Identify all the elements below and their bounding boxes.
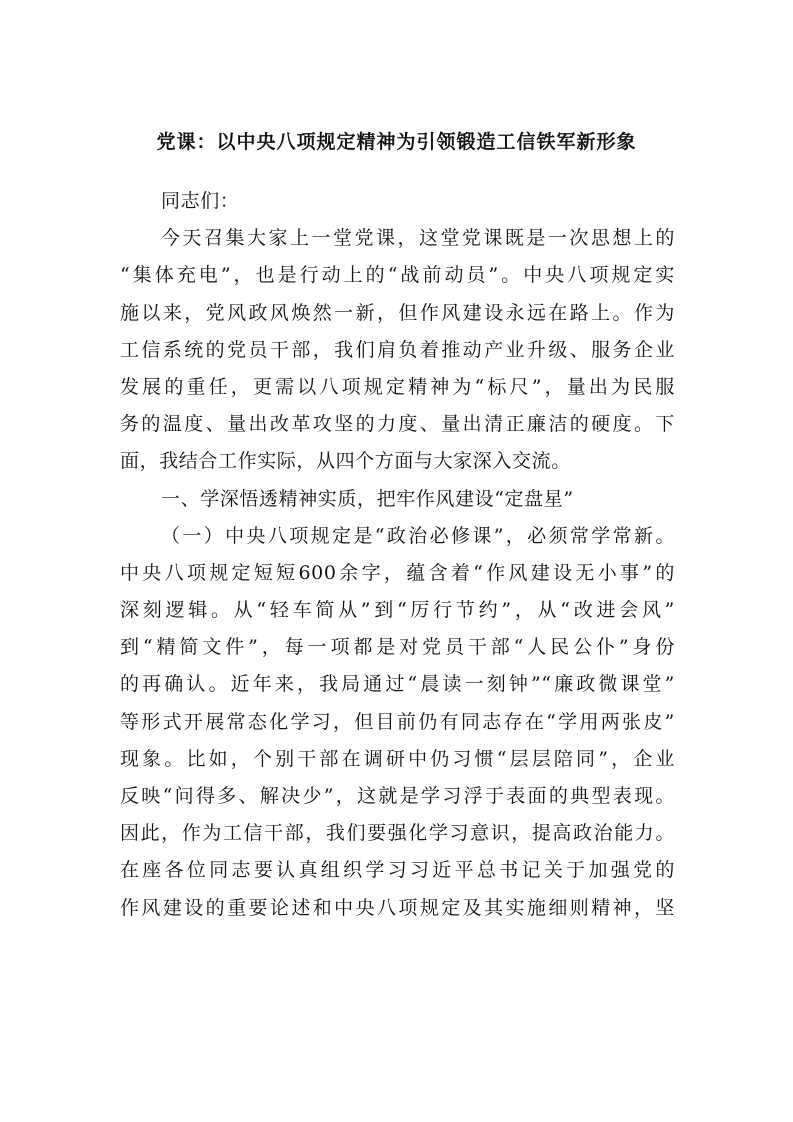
subsection-heading: （一）中央八项规定是“政治必修课”，必须常学常新。 bbox=[161, 524, 675, 547]
paragraph-line: 施以来，党风政风焕然一新，但作风建设永远在路上。作为 bbox=[120, 301, 675, 324]
paragraph-line: 反映“问得多、解决少”，这就是学习浮于表面的典型表现。 bbox=[120, 785, 675, 807]
paragraph-line: 面，我结合工作实际，从四个方面与大家深入交流。 bbox=[120, 450, 571, 473]
paragraph-line: “集体充电”，也是行动上的“战前动员”。中央八项规定实 bbox=[120, 264, 675, 287]
document-title: 党课：以中央八项规定精神为引领锻造工信铁军新形象 bbox=[156, 131, 637, 153]
paragraph-line: 发展的重任，更需以八项规定精神为“标尺”，量出为民服 bbox=[120, 375, 675, 398]
paragraph-line: 在座各位同志要认真组织学习习近平总书记关于加强党的 bbox=[120, 859, 675, 882]
paragraph-line: 作风建设的重要论述和中央八项规定及其实施细则精神，坚 bbox=[120, 896, 675, 919]
paragraph-line: 工信系统的党员干部，我们肩负着推动产业升级、服务企业 bbox=[120, 338, 675, 361]
paragraph-line: 深刻逻辑。从“轻车简从”到“厉行节约”，从“改进会风” bbox=[120, 599, 675, 622]
paragraph-line: 因此，作为工信干部，我们要强化学习意识，提高政治能力。 bbox=[120, 822, 675, 845]
paragraph-line: 现象。比如，个别干部在调研中仍习惯“层层陪同”，企业 bbox=[120, 747, 675, 770]
document-body bbox=[120, 183, 675, 927]
paragraph-line: 务的温度、量出改革攻坚的力度、量出清正廉洁的硬度。下 bbox=[120, 413, 675, 436]
paragraph-line: 今天召集大家上一堂党课，这堂党课既是一次思想上的 bbox=[161, 227, 675, 250]
section-heading: 一、学深悟透精神实质，把牢作风建设“定盘星” bbox=[161, 487, 574, 510]
paragraph-line: 中央八项规定短短600余字，蕴含着“作风建设无小事”的 bbox=[120, 561, 675, 584]
salutation-line: 同志们： bbox=[161, 190, 240, 212]
paragraph-line: 的再确认。近年来，我局通过“晨读一刻钟”“廉政微课堂” bbox=[120, 673, 675, 696]
paragraph-line: 到“精简文件”，每一项都是对党员干部“人民公仆”身份 bbox=[120, 636, 675, 659]
paragraph-line: 等形式开展常态化学习，但目前仍有同志存在“学用两张皮” bbox=[120, 710, 675, 733]
